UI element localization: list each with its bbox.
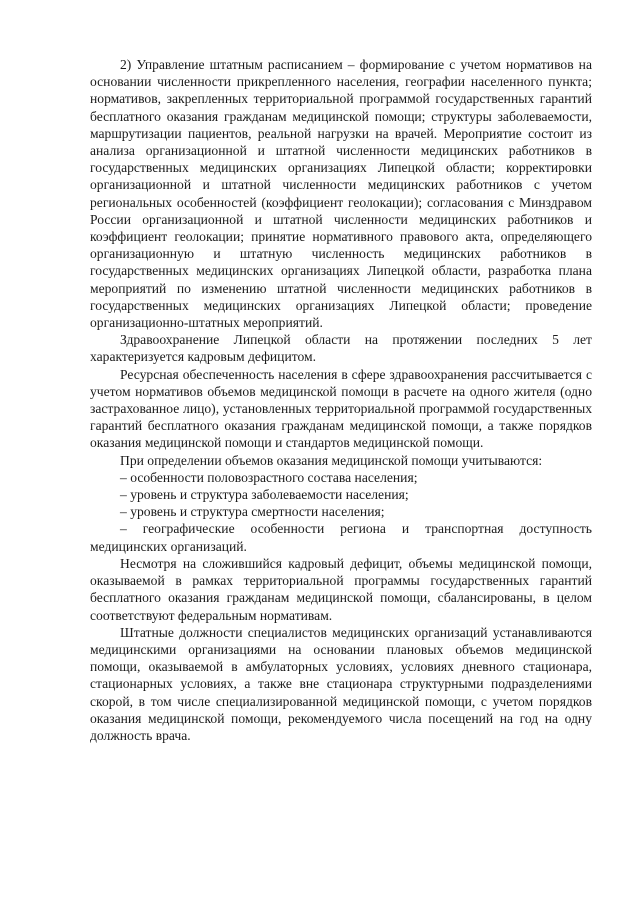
paragraph-staff-positions: Штатные должности специалистов медицинских организаций устанавливаются медицинскими организациями на основании плановых объемов медицинской помощи, оказываемой в амбулаторных условиях, условиях дневного стационара, стационарных условиях, а также вне стационара структурными подразделениями скорой, в том числе специализированной медицинской помощи, с учетом порядков оказания медицинской помощи, рекомендуемого числа посещений на год на одну должность врача.	[90, 624, 592, 743]
list-item-age-sex: – особенности половозрастного состава населения;	[120, 469, 418, 485]
paragraph-volume-criteria-intro: При определении объемов оказания медицинской помощи учитываются:	[120, 452, 543, 468]
list-item-geography: – географические особенности региона и транспортная доступность медицинских организаций.	[90, 521, 592, 554]
paragraph-staffing-management: 2) Управление штатным расписанием – формирование с учетом нормативов на основании численности прикрепленного населения, географии населенного пункта; нормативов, закрепленных территориальной программой государственных гарантий бесплатного оказания гражданам медицинской помощи; структуры заболеваемости, маршрутизации пациентов, реальной нагрузки на врачей. Мероприятие состоит из анализа организационной и штатной численности медицинских работников в государственных медицинских организациях Липецкой области; корректировки организационной и штатной численности медицинских работников с учетом региональных особенностей (коэффициент геолокации); согласования с Минздравом России организационной и штатной численности медицинских работников и коэффициент геолокации; принятие нормативного правового акта, определяющего организационную и штатную численность медицинских работников в государственных медицинских организациях Липецкой области, разработка плана мероприятий по изменению штатной численности медицинских работников в государственных медицинских организациях Липецкой области; проведение организационно-штатных мероприятий.	[90, 57, 592, 331]
list-item-mortality: – уровень и структура смертности населения;	[120, 504, 385, 520]
list-item-morbidity: – уровень и структура заболеваемости населения;	[120, 487, 409, 503]
paragraph-staff-deficit: Здравоохранение Липецкой области на протяжении последних 5 лет характеризуется кадровым дефицитом.	[90, 332, 592, 365]
document-page	[90, 56, 592, 744]
paragraph-resource-provision: Ресурсная обеспеченность населения в сфере здравоохранения рассчитывается с учетом нормативов объемов медицинской помощи в расчете на одного жителя (одно застрахованное лицо), установленных территориальной программой государственных гарантий бесплатного оказания гражданам медицинской помощи, а также порядков оказания медицинской помощи и стандартов медицинской помощи.	[90, 366, 592, 451]
paragraph-balanced-volumes: Несмотря на сложившийся кадровый дефицит, объемы медицинской помощи, оказываемой в рамках территориальной программы государственных гарантий бесплатного оказания гражданам медицинской помощи, сбалансированы, в целом соответствуют федеральным нормативам.	[90, 555, 592, 623]
